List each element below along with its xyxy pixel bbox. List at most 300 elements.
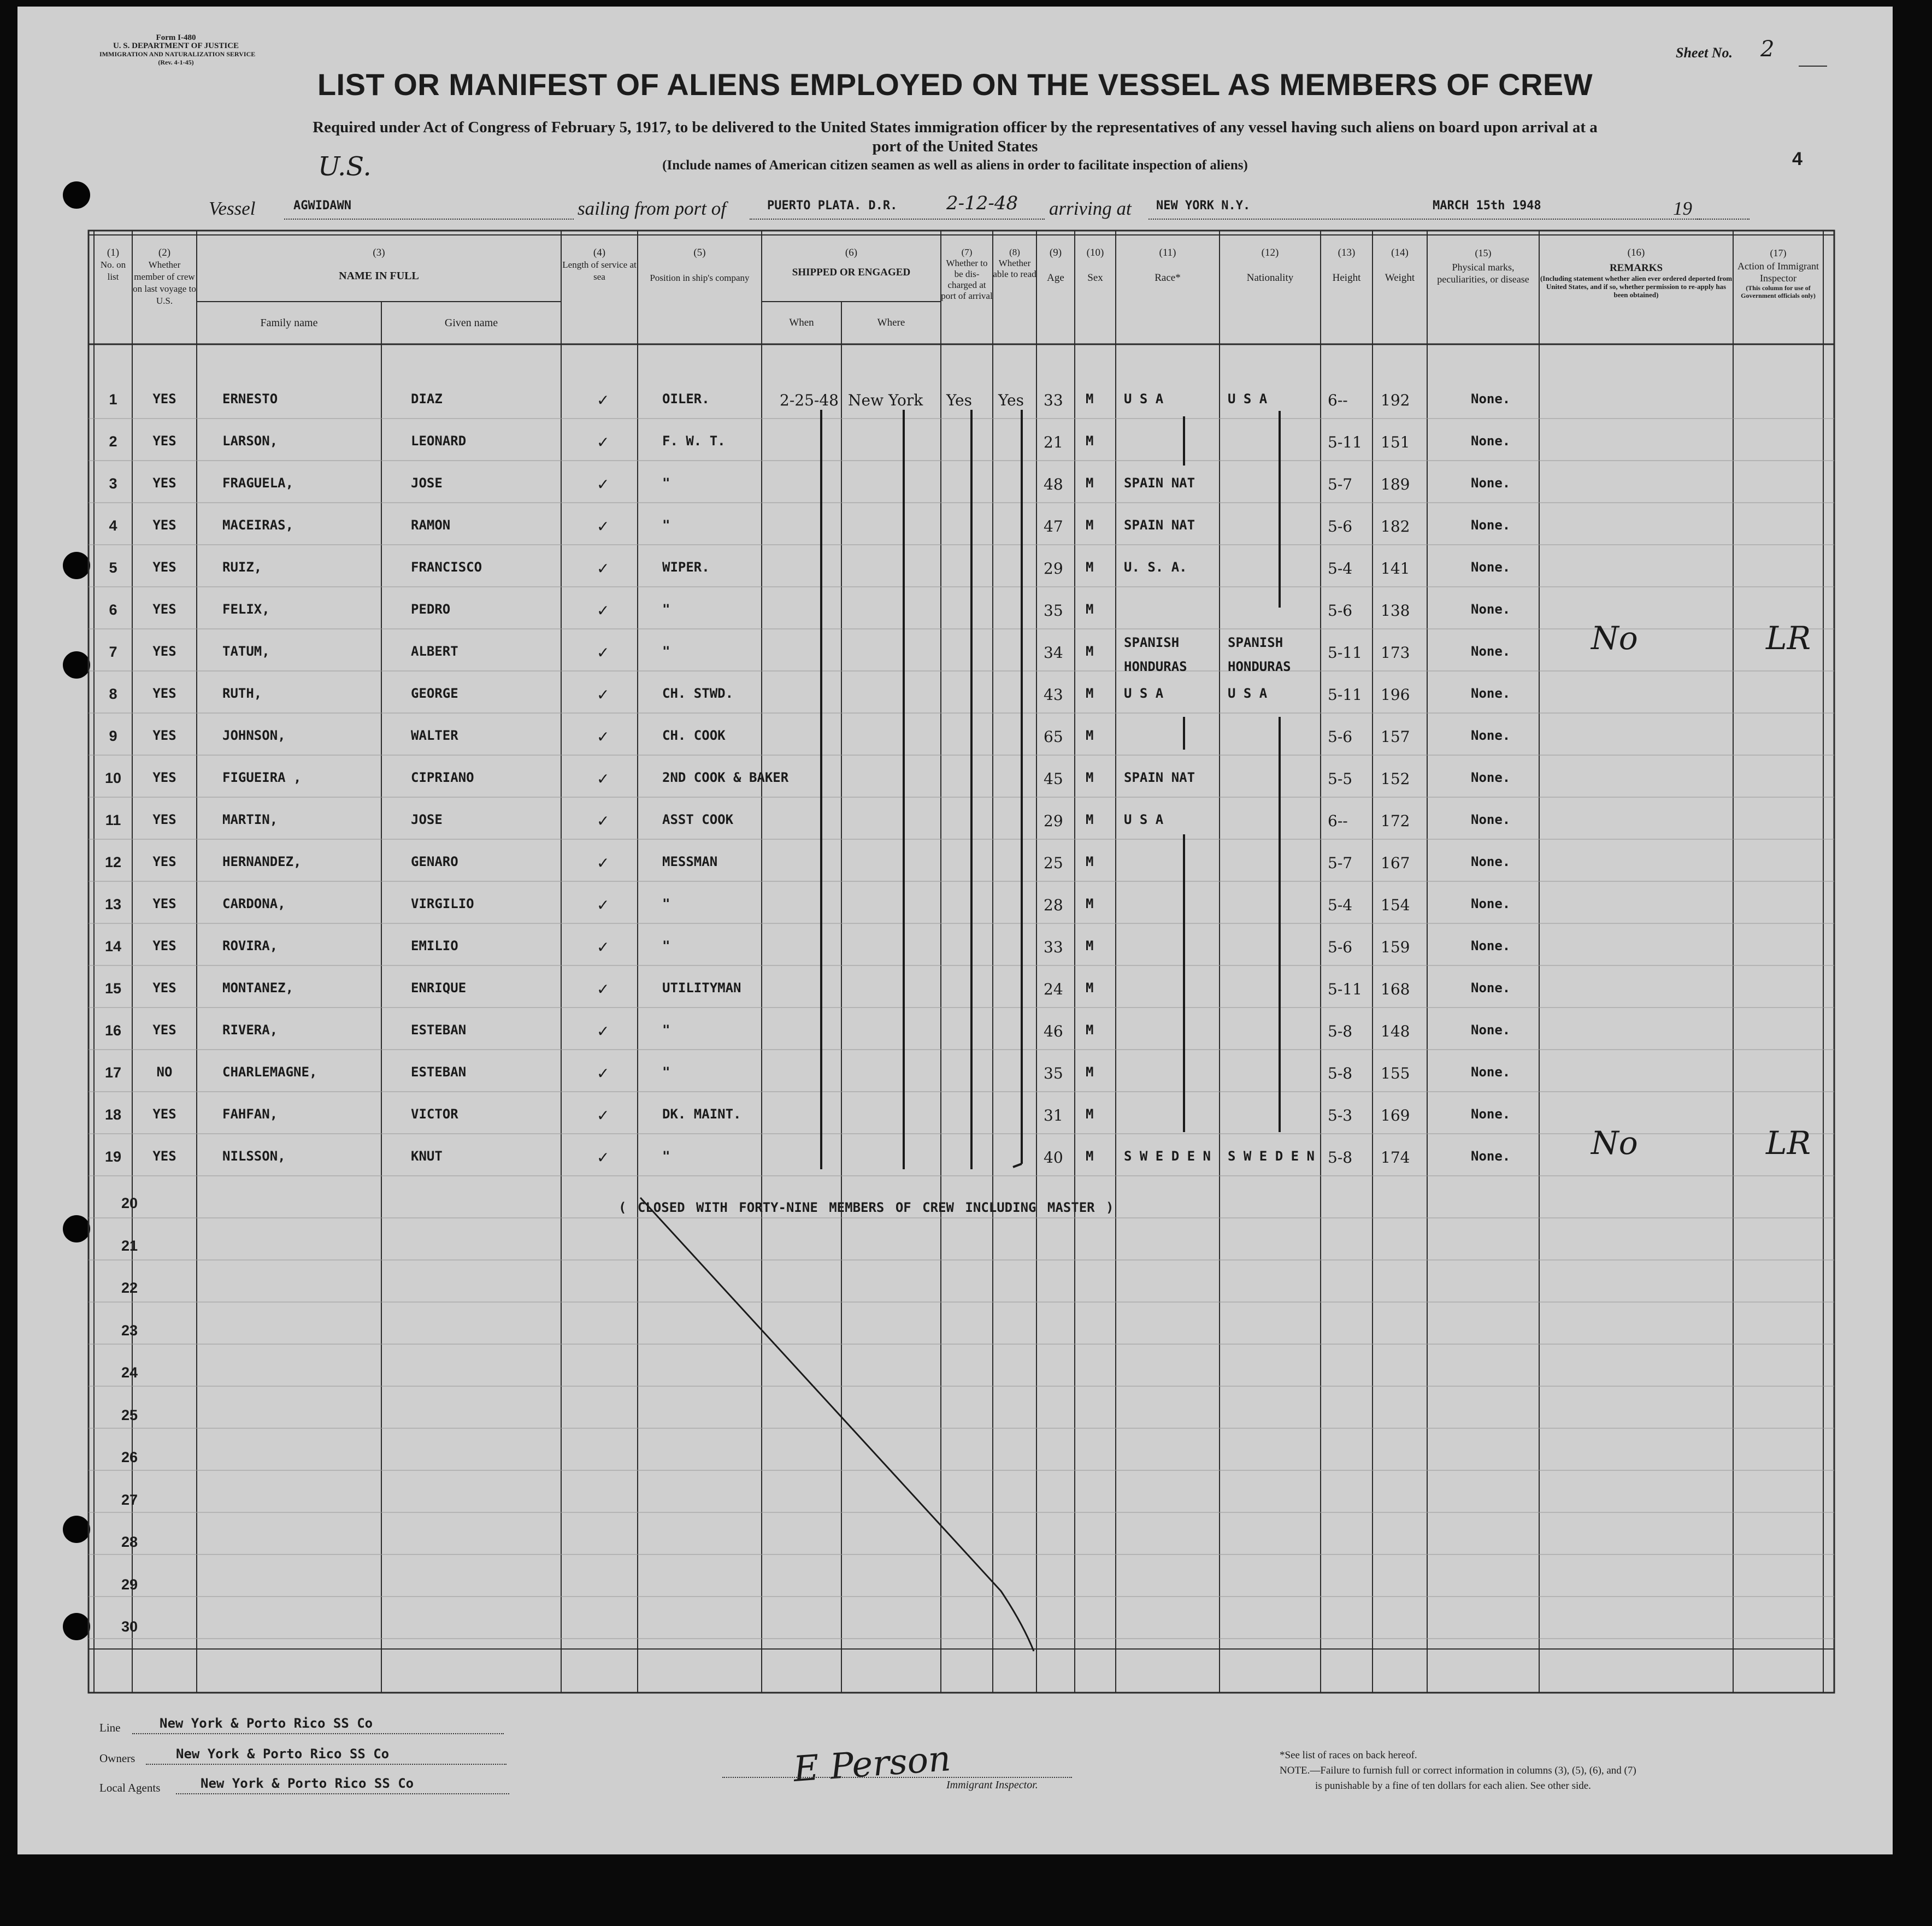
empty-row-number: 20 [121, 1195, 138, 1211]
height-cell: 6-- [1328, 391, 1348, 409]
age-cell: 29 [1044, 559, 1063, 578]
col-header-13: (13) Height [1332, 247, 1361, 284]
family-name-cell: ROVIRA, [222, 938, 278, 953]
line-value: New York & Porto Rico SS Co [160, 1716, 373, 1731]
row-number: 9 [109, 728, 117, 744]
closing-note: ( CLOSED WITH FORTY-NINE MEMBERS OF CREW INCLUDING MASTER ) [619, 1200, 1114, 1215]
weight-cell: 155 [1381, 1064, 1410, 1082]
given-name-cell: LEONARD [411, 433, 467, 449]
service-check-cell: ✓ [597, 938, 610, 956]
age-cell: 46 [1044, 1022, 1063, 1040]
height-cell: 5-8 [1328, 1148, 1353, 1167]
last-voyage-cell: YES [152, 812, 176, 827]
page-number: 4 [1792, 149, 1803, 169]
position-cell: WIPER. [662, 559, 710, 575]
given-name-cell: ALBERT [411, 644, 458, 659]
race-cell: U S A [1124, 391, 1164, 407]
last-voyage-cell: YES [152, 980, 176, 996]
service-check-cell: ✓ [597, 1106, 610, 1124]
row-number: 17 [104, 1064, 122, 1081]
height-cell: 5-11 [1328, 644, 1362, 662]
col-header-10: (10) Sex [1086, 247, 1104, 284]
row-number: 10 [104, 770, 122, 786]
physical-marks-cell: None. [1471, 517, 1511, 533]
age-cell: 65 [1044, 728, 1063, 746]
sailing-date: 2-12-48 [946, 192, 1018, 214]
col-header-6: (6) SHIPPED OR ENGAGED [792, 247, 911, 278]
last-voyage-cell: NO [156, 1064, 173, 1080]
age-cell: 24 [1044, 980, 1063, 998]
row-number: 16 [104, 1022, 122, 1039]
given-name-cell: WALTER [411, 728, 458, 743]
weight-cell: 182 [1381, 517, 1410, 535]
given-name-cell: KNUT [411, 1148, 443, 1164]
weight-cell: 174 [1381, 1148, 1410, 1167]
remarks-cell: No [1591, 1124, 1638, 1162]
age-cell: 33 [1044, 938, 1063, 956]
family-name-cell: NILSSON, [222, 1148, 286, 1164]
weight-cell: 196 [1381, 686, 1410, 704]
col-header-8: (8) Whether able to read [993, 247, 1036, 279]
weight-cell: 157 [1381, 728, 1410, 746]
sailing-port: PUERTO PLATA. D.R. [767, 199, 898, 213]
height-cell: 5-6 [1328, 728, 1353, 746]
last-voyage-cell: YES [152, 896, 176, 911]
age-cell: 21 [1044, 433, 1063, 451]
last-voyage-cell: YES [152, 517, 176, 533]
race-cell: U S A [1124, 686, 1164, 701]
family-name-cell: CHARLEMAGNE, [222, 1064, 317, 1080]
position-cell: OILER. [662, 391, 710, 407]
nationality-cell: U S A [1228, 391, 1268, 407]
col-header-17: (17) Action of Immigrant Inspector (This column for use of Government officials only) [1737, 248, 1819, 299]
race-cell: SPAIN NAT [1124, 517, 1195, 533]
line-label: Line [99, 1721, 121, 1734]
last-voyage-cell: YES [152, 1148, 176, 1164]
able-to-read-cell: Yes [998, 391, 1024, 409]
sheet-label: Sheet No. [1676, 45, 1733, 61]
inspector-label: Immigrant Inspector. [946, 1779, 1038, 1791]
sex-cell: M [1086, 475, 1094, 491]
height-cell: 5-7 [1328, 475, 1353, 493]
year-label: 19 [1673, 198, 1692, 219]
row-number: 18 [104, 1106, 122, 1123]
given-name-header: Given name [444, 317, 498, 329]
physical-marks-cell: None. [1471, 644, 1511, 659]
race-cell: S W E D E N [1124, 1148, 1211, 1164]
sex-cell: M [1086, 938, 1094, 953]
footnote-races: *See list of races on back hereof. [1280, 1750, 1417, 1761]
age-cell: 25 [1044, 854, 1063, 872]
remarks-cell: No [1591, 620, 1638, 657]
last-voyage-cell: YES [152, 559, 176, 575]
age-cell: 43 [1044, 686, 1063, 704]
family-name-cell: ERNESTO [222, 391, 278, 407]
inspector-action-cell: LR [1766, 1124, 1811, 1162]
col-header-1: (1) No. on list [100, 247, 126, 282]
position-cell: CH. COOK [662, 728, 726, 743]
position-cell: " [662, 644, 670, 659]
family-name-cell: MARTIN, [222, 812, 278, 827]
service-check-cell: ✓ [597, 728, 610, 746]
position-cell: ASST COOK [662, 812, 734, 827]
given-name-cell: CIPRIANO [411, 770, 474, 785]
service-check-cell: ✓ [597, 770, 610, 788]
family-name-cell: MONTANEZ, [222, 980, 294, 996]
sailing-label: sailing from port of [578, 198, 726, 219]
family-name-cell: FIGUEIRA , [222, 770, 302, 785]
col-header-7: (7) Whether to be dis-charged at port of arrival [941, 247, 993, 301]
form-revision: (Rev. 4-1-45) [158, 58, 194, 66]
owners-value: New York & Porto Rico SS Co [176, 1746, 390, 1762]
sex-cell: M [1086, 686, 1094, 701]
service-check-cell: ✓ [597, 391, 610, 409]
physical-marks-cell: None. [1471, 812, 1511, 827]
age-cell: 48 [1044, 475, 1063, 493]
weight-cell: 173 [1381, 644, 1410, 662]
weight-cell: 152 [1381, 770, 1410, 788]
sheet-number: 2 [1760, 37, 1775, 62]
height-cell: 5-11 [1328, 686, 1362, 704]
family-name-cell: JOHNSON, [222, 728, 286, 743]
footnote-penalty-2: is punishable by a fine of ten dollars for each alien. See other side. [1315, 1780, 1591, 1792]
age-cell: 47 [1044, 517, 1063, 535]
weight-cell: 192 [1381, 391, 1410, 409]
position-cell: CH. STWD. [662, 686, 734, 701]
col-header-15: (15) Physical marks, peculiarities, or disease [1437, 248, 1529, 285]
last-voyage-cell: YES [152, 1106, 176, 1122]
sex-cell: M [1086, 770, 1094, 785]
nationality-cell: U S A [1228, 686, 1268, 701]
height-cell: 5-8 [1328, 1064, 1353, 1082]
sex-cell: M [1086, 980, 1094, 996]
last-voyage-cell: YES [152, 1022, 176, 1038]
col-header-9: (9) Age [1047, 247, 1064, 284]
footnote-penalty-1: NOTE.—Failure to furnish full or correct information in columns (3), (5), (6), and (7) [1280, 1765, 1636, 1776]
service-check-cell: ✓ [597, 686, 610, 704]
line-rule [132, 1733, 504, 1734]
sex-cell: M [1086, 812, 1094, 827]
empty-row-number: 27 [121, 1491, 138, 1508]
agents-rule [176, 1793, 509, 1794]
last-voyage-cell: YES [152, 854, 176, 869]
subtitle-line-1: Required under Act of Congress of February 5, 1917, to be delivered to the United States immigration officer by the representatives of any vessel having such aliens on board upon arrival at a [313, 119, 1598, 136]
family-name-cell: FELIX, [222, 602, 270, 617]
height-cell: 5-6 [1328, 602, 1353, 620]
weight-cell: 159 [1381, 938, 1410, 956]
physical-marks-cell: None. [1471, 1064, 1511, 1080]
service-check-cell: ✓ [597, 980, 610, 998]
arrival-date: MARCH 15th 1948 [1433, 199, 1541, 213]
row-number: 15 [104, 980, 122, 997]
where-header: Where [877, 317, 905, 328]
empty-row-number: 28 [121, 1534, 138, 1550]
family-name-cell: FAHFAN, [222, 1106, 278, 1122]
given-name-cell: JOSE [411, 475, 443, 491]
physical-marks-cell: None. [1471, 1148, 1511, 1164]
age-cell: 35 [1044, 602, 1063, 620]
physical-marks-cell: None. [1471, 559, 1511, 575]
weight-cell: 189 [1381, 475, 1410, 493]
row-number: 11 [105, 812, 121, 828]
age-cell: 28 [1044, 896, 1063, 914]
service-check-cell: ✓ [597, 602, 610, 620]
height-cell: 6-- [1328, 812, 1348, 830]
sex-cell: M [1086, 433, 1094, 449]
age-cell: 45 [1044, 770, 1063, 788]
shipped-when-cell: 2-25-48 [780, 391, 839, 409]
weight-cell: 141 [1381, 559, 1410, 578]
physical-marks-cell: None. [1471, 896, 1511, 911]
physical-marks-cell: None. [1471, 391, 1511, 407]
sex-cell: M [1086, 854, 1094, 869]
age-cell: 29 [1044, 812, 1063, 830]
discharged-cell: Yes [946, 391, 972, 409]
row-number: 14 [104, 938, 122, 955]
last-voyage-cell: YES [152, 391, 176, 407]
weight-cell: 172 [1381, 812, 1410, 830]
family-name-cell: HERNANDEZ, [222, 854, 302, 869]
given-name-cell: GEORGE [411, 686, 458, 701]
weight-cell: 138 [1381, 602, 1410, 620]
race-cell: SPANISH HONDURAS [1124, 635, 1187, 674]
height-cell: 5-6 [1328, 517, 1353, 535]
height-cell: 5-3 [1328, 1106, 1353, 1124]
last-voyage-cell: YES [152, 938, 176, 953]
family-name-header: Family name [260, 317, 318, 329]
row-number: 4 [109, 517, 117, 534]
sex-cell: M [1086, 559, 1094, 575]
physical-marks-cell: None. [1471, 770, 1511, 785]
col-header-12: (12) Nationality [1246, 247, 1294, 284]
service-check-cell: ✓ [597, 1064, 610, 1082]
last-voyage-cell: YES [152, 686, 176, 701]
family-name-cell: LARSON, [222, 433, 278, 449]
row-number: 7 [109, 644, 117, 660]
col-header-11: (11) Race* [1155, 247, 1181, 284]
weight-cell: 169 [1381, 1106, 1410, 1124]
family-name-cell: RUTH, [222, 686, 262, 701]
sex-cell: M [1086, 1022, 1094, 1038]
physical-marks-cell: None. [1471, 602, 1511, 617]
physical-marks-cell: None. [1471, 686, 1511, 701]
agents-label: Local Agents [99, 1781, 161, 1794]
handwritten-note: U.S. [318, 151, 372, 182]
empty-row-number: 26 [121, 1449, 138, 1465]
height-cell: 5-7 [1328, 854, 1353, 872]
family-name-cell: CARDONA, [222, 896, 286, 911]
sex-cell: M [1086, 644, 1094, 659]
position-cell: MESSMAN [662, 854, 718, 869]
service-check-cell: ✓ [597, 433, 610, 451]
position-cell: " [662, 517, 670, 533]
family-name-cell: RUIZ, [222, 559, 262, 575]
last-voyage-cell: YES [152, 602, 176, 617]
position-cell: F. W. T. [662, 433, 726, 449]
last-voyage-cell: YES [152, 433, 176, 449]
weight-cell: 168 [1381, 980, 1410, 998]
owners-label: Owners [99, 1752, 136, 1765]
position-cell: " [662, 1064, 670, 1080]
physical-marks-cell: None. [1471, 938, 1511, 953]
inspector-signature: E Person [792, 1739, 952, 1790]
service-check-cell: ✓ [597, 812, 610, 830]
given-name-cell: DIAZ [411, 391, 443, 407]
signature-rule [722, 1777, 1072, 1778]
service-check-cell: ✓ [597, 854, 610, 872]
physical-marks-cell: None. [1471, 854, 1511, 869]
sex-cell: M [1086, 1064, 1094, 1080]
height-cell: 5-11 [1328, 980, 1362, 998]
given-name-cell: ESTEBAN [411, 1022, 467, 1038]
weight-cell: 154 [1381, 896, 1410, 914]
subtitle-line-3: (Include names of American citizen seamen as well as aliens in order to facilitate inspection of aliens) [662, 158, 1248, 173]
age-cell: 40 [1044, 1148, 1063, 1167]
col-header-4: (4) Length of service at sea [562, 247, 637, 282]
when-header: When [789, 317, 814, 328]
physical-marks-cell: None. [1471, 1106, 1511, 1122]
empty-row-number: 22 [121, 1280, 138, 1296]
height-cell: 5-5 [1328, 770, 1353, 788]
row-number: 13 [104, 896, 122, 912]
service-check-cell: ✓ [597, 517, 610, 535]
arriving-label: arriving at [1049, 198, 1132, 219]
row-number: 1 [109, 391, 117, 408]
col-header-3: (3) NAME IN FULL [339, 247, 419, 282]
last-voyage-cell: YES [152, 728, 176, 743]
position-cell: " [662, 602, 670, 617]
row-number: 19 [104, 1148, 122, 1165]
col-header-14: (14) Weight [1385, 247, 1415, 284]
nationality-cell: SPANISH HONDURAS [1228, 635, 1291, 674]
physical-marks-cell: None. [1471, 475, 1511, 491]
position-cell: 2ND COOK & BAKER [662, 770, 789, 785]
physical-marks-cell: None. [1471, 728, 1511, 743]
position-cell: " [662, 1022, 670, 1038]
empty-row-number: 24 [121, 1364, 138, 1381]
race-cell: U S A [1124, 812, 1164, 827]
nationality-cell: S W E D E N [1228, 1148, 1315, 1164]
row-number: 3 [109, 475, 117, 492]
given-name-cell: EMILIO [411, 938, 458, 953]
last-voyage-cell: YES [152, 770, 176, 785]
sex-cell: M [1086, 1106, 1094, 1122]
height-cell: 5-6 [1328, 938, 1353, 956]
owners-rule [146, 1764, 506, 1765]
sex-cell: M [1086, 517, 1094, 533]
col-header-2: (2) Whether member of crew on last voyage to U.S. [133, 247, 196, 306]
sex-cell: M [1086, 728, 1094, 743]
last-voyage-cell: YES [152, 644, 176, 659]
position-cell: " [662, 1148, 670, 1164]
empty-row-number: 29 [121, 1576, 138, 1593]
service-check-cell: ✓ [597, 1148, 610, 1167]
race-cell: SPAIN NAT [1124, 770, 1195, 785]
form-department: U. S. DEPARTMENT OF JUSTICE [113, 42, 239, 50]
service-check-cell: ✓ [597, 644, 610, 662]
sex-cell: M [1086, 1148, 1094, 1164]
height-cell: 5-11 [1328, 433, 1362, 451]
shipped-where-cell: New York [848, 391, 923, 409]
age-cell: 34 [1044, 644, 1063, 662]
family-name-cell: MACEIRAS, [222, 517, 294, 533]
col-header-5: (5) Position in ship's company [650, 247, 750, 283]
service-check-cell: ✓ [597, 475, 610, 493]
height-cell: 5-4 [1328, 896, 1353, 914]
given-name-cell: GENARO [411, 854, 458, 869]
service-check-cell: ✓ [597, 896, 610, 914]
row-number: 6 [109, 602, 117, 618]
col-header-16: (16) REMARKS (Including statement whether alien ever ordered deported from United States, and if so, whether permission to re-apply has been obtained) [1540, 247, 1733, 299]
inspector-action-cell: LR [1766, 620, 1811, 657]
vessel-name: AGWIDAWN [293, 199, 351, 213]
physical-marks-cell: None. [1471, 1022, 1511, 1038]
manifest-sheet [17, 7, 1893, 1854]
sex-cell: M [1086, 896, 1094, 911]
row-number: 5 [109, 559, 117, 576]
empty-row-number: 25 [121, 1406, 138, 1423]
race-cell: SPAIN NAT [1124, 475, 1195, 491]
family-name-cell: RIVERA, [222, 1022, 278, 1038]
empty-row-number: 30 [121, 1618, 138, 1635]
service-check-cell: ✓ [597, 559, 610, 578]
position-cell: UTILITYMAN [662, 980, 741, 996]
physical-marks-cell: None. [1471, 980, 1511, 996]
empty-row-numbers [17, 7, 1893, 1854]
last-voyage-cell: YES [152, 475, 176, 491]
given-name-cell: ENRIQUE [411, 980, 467, 996]
given-name-cell: RAMON [411, 517, 451, 533]
form-service: IMMIGRATION AND NATURALIZATION SERVICE [99, 50, 256, 58]
age-cell: 35 [1044, 1064, 1063, 1082]
given-name-cell: VIRGILIO [411, 896, 474, 911]
given-name-cell: FRANCISCO [411, 559, 482, 575]
subtitle-line-2: port of the United States [872, 138, 1038, 155]
given-name-cell: ESTEBAN [411, 1064, 467, 1080]
family-name-cell: TATUM, [222, 644, 270, 659]
position-cell: " [662, 938, 670, 953]
weight-cell: 148 [1381, 1022, 1410, 1040]
given-name-cell: JOSE [411, 812, 443, 827]
given-name-cell: PEDRO [411, 602, 451, 617]
weight-cell: 151 [1381, 433, 1410, 451]
form-number: Form I-480 [156, 33, 196, 42]
position-cell: " [662, 475, 670, 491]
weight-cell: 167 [1381, 854, 1410, 872]
agents-value: New York & Porto Rico SS Co [201, 1776, 414, 1791]
empty-row-number: 21 [121, 1237, 138, 1254]
height-cell: 5-4 [1328, 559, 1353, 578]
row-number: 2 [109, 433, 117, 450]
race-cell: U. S. A. [1124, 559, 1187, 575]
vessel-label: Vessel [209, 198, 256, 219]
family-name-cell: FRAGUELA, [222, 475, 294, 491]
sex-cell: M [1086, 391, 1094, 407]
arriving-port: NEW YORK N.Y. [1156, 199, 1251, 213]
physical-marks-cell: None. [1471, 433, 1511, 449]
position-cell: DK. MAINT. [662, 1106, 741, 1122]
sex-cell: M [1086, 602, 1094, 617]
row-number: 8 [109, 686, 117, 702]
page-title: LIST OR MANIFEST OF ALIENS EMPLOYED ON THE VESSEL AS MEMBERS OF CREW [317, 67, 1593, 102]
age-cell: 33 [1044, 391, 1063, 409]
service-check-cell: ✓ [597, 1022, 610, 1040]
row-number: 12 [104, 854, 122, 870]
given-name-cell: VICTOR [411, 1106, 458, 1122]
age-cell: 31 [1044, 1106, 1063, 1124]
empty-row-number: 23 [121, 1322, 138, 1339]
position-cell: " [662, 896, 670, 911]
